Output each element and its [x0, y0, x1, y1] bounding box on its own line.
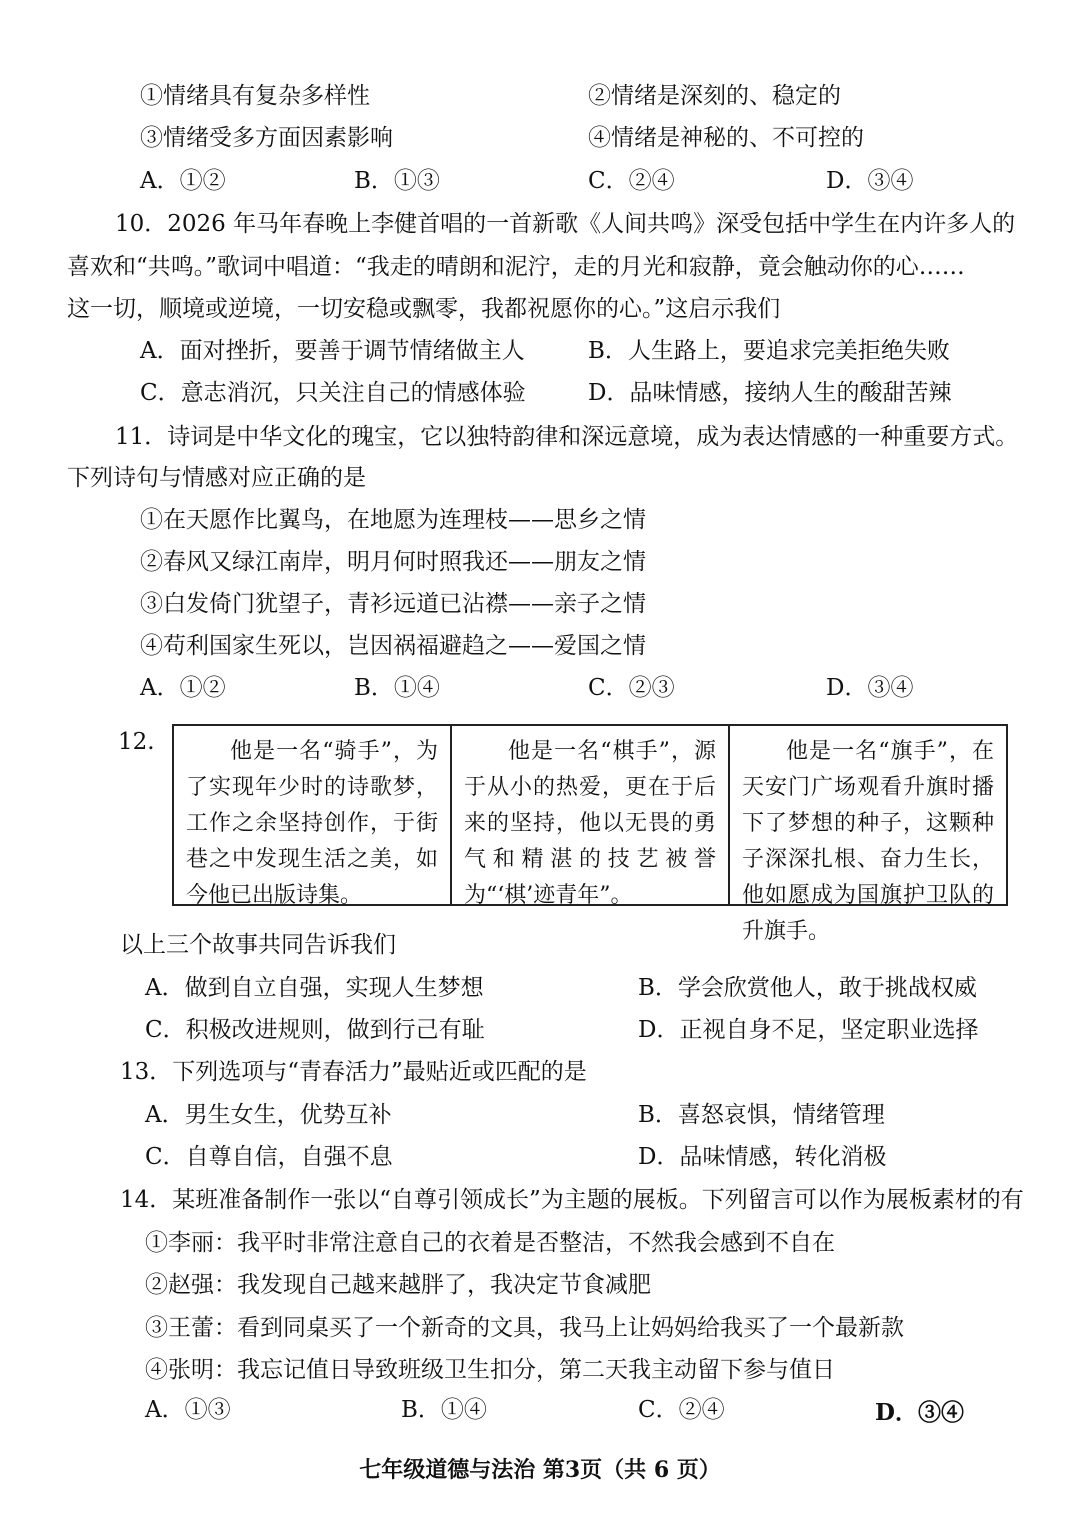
- q9-statement-2: ②情绪是深刻的、稳定的: [588, 83, 841, 109]
- q11-stem-line-2: 下列诗句与情感对应正确的是: [67, 465, 366, 491]
- q11-option-a: A．①②: [140, 675, 226, 701]
- q14-stem: 14．某班准备制作一张以“自尊引领成长”为主题的展板。下列留言可以作为展板素材的有: [120, 1187, 1024, 1213]
- q12-story-table: [172, 724, 1008, 944]
- q12-option-b: B．学会欣赏他人，敢于挑战权威: [638, 975, 977, 1001]
- q12-option-a: A．做到自立自强，实现人生梦想: [145, 975, 484, 1001]
- q11-stem-line-1: 11．诗词是中华文化的瑰宝，它以独特韵律和深远意境，成为表达情感的一种重要方式。: [115, 424, 1019, 450]
- q9-option-d: D．③④: [826, 168, 914, 194]
- q14-item-3: ③王蕾：看到同桌买了一个新奇的文具，我马上让妈妈给我买了一个最新款: [145, 1315, 904, 1341]
- q10-option-a: A．面对挫折，要善于调节情绪做主人: [140, 338, 525, 364]
- q12-stem: 以上三个故事共同告诉我们: [120, 932, 396, 958]
- q11-item-4: ④苟利国家生死以，岂因祸福避趋之——爱国之情: [140, 633, 646, 659]
- q13-option-b: B．喜怒哀惧，情绪管理: [638, 1102, 885, 1128]
- q11-option-d: D．③④: [826, 675, 914, 701]
- q10-stem-line-3: 这一切，顺境或逆境，一切安稳或飘零，我都祝愿你的心。”这启示我们: [67, 296, 781, 322]
- q9-statement-1: ①情绪具有复杂多样性: [140, 83, 370, 109]
- q12-story-rider: 他是一名“骑手”，为了实现年少时的诗歌梦，工作之余坚持创作，于街巷之中发现生活之美，如今他已出版诗集。: [186, 739, 438, 908]
- q10-stem-line-1: 10．2026 年马年春晚上李健首唱的一首新歌《人间共鸣》深受包括中学生在内许多人的: [115, 211, 1016, 237]
- q11-item-1: ①在天愿作比翼鸟，在地愿为连理枝——思乡之情: [140, 507, 646, 533]
- q10-option-d: D．品味情感，接纳人生的酸甜苦辣: [588, 380, 952, 406]
- q12-story-chess-player: 他是一名“棋手”，源于从小的热爱，更在于后来的坚持，他以无畏的勇气和精湛的技艺被誉为“‘棋’迹青年”。: [450, 726, 728, 904]
- q14-option-c: C．②④: [638, 1397, 725, 1423]
- q9-option-c: C．②④: [588, 168, 675, 194]
- q12-story-flag-bearer: 他是一名“旗手”，在天安门广场观看升旗时播下了梦想的种子，这颗种子深深扎根、奋力生长，他如愿成为国旗护卫队的升旗手。: [728, 726, 1006, 904]
- page-footer: 七年级道德与法治 第3页（共 6 页）: [359, 1457, 721, 1483]
- q13-option-a: A．男生女生，优势互补: [145, 1102, 392, 1128]
- q14-item-1: ①李丽：我平时非常注意自己的衣着是否整洁，不然我会感到不自在: [145, 1230, 835, 1256]
- q12-number: 12.: [118, 729, 155, 755]
- q12-option-c: C．积极改进规则，做到行己有耻: [145, 1017, 485, 1043]
- q13-stem: 13．下列选项与“青春活力”最贴近或匹配的是: [120, 1059, 587, 1085]
- q14-option-a: A．①③: [145, 1397, 231, 1423]
- q11-item-3: ③白发倚门犹望子，青衫远道已沾襟——亲子之情: [140, 591, 646, 617]
- q13-option-c: C．自尊自信，自强不息: [145, 1144, 393, 1170]
- q9-statement-4: ④情绪是神秘的、不可控的: [588, 125, 864, 151]
- q10-stem-line-2: 喜欢和“共鸣。”歌词中唱道：“我走的晴朗和泥泞，走的月光和寂静，竟会触动你的心……: [67, 254, 965, 280]
- q14-item-2: ②赵强：我发现自己越来越胖了，我决定节食减肥: [145, 1272, 651, 1298]
- q9-option-a: A．①②: [140, 168, 226, 194]
- q13-option-d: D．品味情感，转化消极: [638, 1144, 887, 1170]
- q11-option-b: B．①④: [354, 675, 440, 701]
- q11-item-2: ②春风又绿江南岸，明月何时照我还——朋友之情: [140, 549, 646, 575]
- q10-option-c: C．意志消沉，只关注自己的情感体验: [140, 380, 526, 406]
- q10-option-b: B．人生路上，要追求完美拒绝失败: [588, 338, 950, 364]
- q14-item-4: ④张明：我忘记值日导致班级卫生扣分，第二天我主动留下参与值日: [145, 1357, 835, 1383]
- q11-option-c: C．②③: [588, 675, 675, 701]
- q9-option-b: B．①③: [354, 168, 440, 194]
- q12-option-d: D．正视自身不足，坚定职业选择: [638, 1017, 979, 1043]
- q14-option-b: B．①④: [401, 1397, 487, 1423]
- q14-option-d: D．③④: [875, 1399, 964, 1426]
- q9-statement-3: ③情绪受多方面因素影响: [140, 125, 393, 151]
